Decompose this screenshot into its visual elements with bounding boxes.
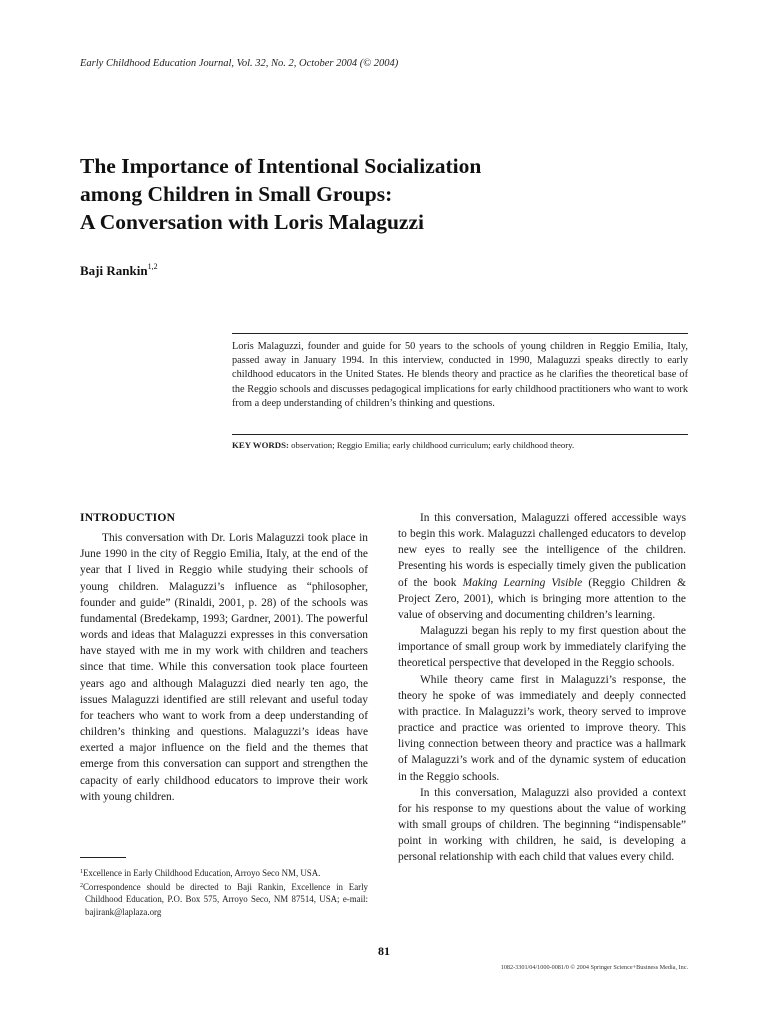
section-heading-introduction: INTRODUCTION (80, 511, 176, 524)
author-name: Baji Rankin (80, 263, 148, 278)
page-number: 81 (378, 944, 390, 958)
author-line (80, 262, 158, 279)
paragraph-text: (Reggio Children & Project Zero, 2001), which is bringing more attention to the value of observing and documenting children’s learning. (398, 576, 686, 621)
copyright-code: 1082-3301/04/1000-0081/0 © 2004 Springer Science+Business Media, Inc. (500, 964, 688, 971)
abstract-top-rule (232, 333, 688, 334)
abstract: Loris Malaguzzi, founder and guide for 50 years to the schools of young children in Reggio Emilia, Italy, passed away in January 1994. In this interview, conducted in 1990, Malaguzzi speaks directly to early childhood educators in the United States. He blends theory and practice as he clarifies the theoretical base of the Reggio schools and discusses pedagogical implications for early childhood practitioners who want to work from a deep understanding of children’s thinking and questions. (232, 341, 688, 409)
paragraph: While theory came first in Malaguzzi’s response, the theory he spoke of was immediately and deeply connected with practice. In Malaguzzi’s work, theory served to improve practice and practice was oriented to improve theory. This living connection between theory and practice was a hallmark of Malaguzzi’s work and of the dynamic system of education in the Reggio schools. (398, 673, 686, 783)
paragraph (398, 510, 686, 623)
footnote-mark: 2 (80, 882, 83, 889)
keywords-text: observation; Reggio Emilia; early childhood curriculum; early childhood theory. (291, 440, 575, 450)
paragraph: This conversation with Dr. Loris Malaguzzi took place in June 1990 in the city of Reggio Emilia, Italy, at the end of the year that I lived in Reggio while studying their schools of young children. Malaguzzi’s influence as “philosopher, founder and guide” (Rinaldi, 2001, p. 28) of the schools was fundamental (Bredekamp, 1993; Gardner, 2001). The powerful words and ideas that Malaguzzi expresses in this conversation have stayed with me in my work with children and teachers since that time. While this conversation took place fourteen years ago and although Malaguzzi died nearly ten ago, the issues Malaguzzi identified are still relevant and useful today for teachers who want to work from a deep understanding of children’s thinking and questions. Malaguzzi’s ideas have exerted a major influence on the field and the themes that emerge from this conversation can support and strengthen the capacity of early childhood educators to improve their work with young children. (80, 532, 368, 803)
keywords (232, 440, 688, 450)
title-line: among Children in Small Groups: (80, 182, 393, 206)
footnote-text: Excellence in Early Childhood Education, Arroyo Seco NM, USA. (83, 868, 321, 878)
abstract-bottom-rule (232, 434, 688, 435)
journal-citation: Early Childhood Education Journal, Vol. 32, No. 2, October 2004 (© 2004) (80, 58, 399, 69)
article-title (80, 152, 640, 236)
footnotes (80, 866, 368, 918)
footnote-mark: 1 (80, 869, 83, 875)
footnote (80, 866, 368, 880)
title-line: The Importance of Intentional Socialization (80, 154, 482, 178)
author-affiliation-marks: 1,2 (147, 262, 158, 271)
footnote-text: Correspondence should be directed to Baji Rankin, Excellence in Early Childhood Education, P.O. Box 575, Arroyo Seco, NM 87514, USA; e-mail: bajirank@laplaza.org (83, 881, 368, 917)
paragraph-text: In this conversation, Malaguzzi offered accessible ways to begin this work. Malaguzzi challenged educators to develop new eyes to really see the intelligence of the children. Presenting his words is especially timely given the publication of the book (398, 512, 686, 589)
title-line: A Conversation with Loris Malaguzzi (80, 210, 424, 234)
book-title: Making Learning Visible (462, 576, 583, 589)
keywords-label: KEY WORDS: (232, 440, 289, 450)
footnote (80, 880, 368, 919)
paragraph: Malaguzzi began his reply to my first question about the importance of small group work by immediately clarifying the theoretical perspective that developed in the Reggio schools. (398, 625, 686, 670)
paragraph: In this conversation, Malaguzzi also provided a context for his response to my questions about the value of working with small groups of children. The beginning “indispensable” point in working with children, he said, is developing a personal relationship with each child that values every child. (398, 786, 686, 864)
left-column (80, 510, 368, 805)
footnote-rule (80, 857, 126, 858)
right-column (398, 510, 686, 865)
